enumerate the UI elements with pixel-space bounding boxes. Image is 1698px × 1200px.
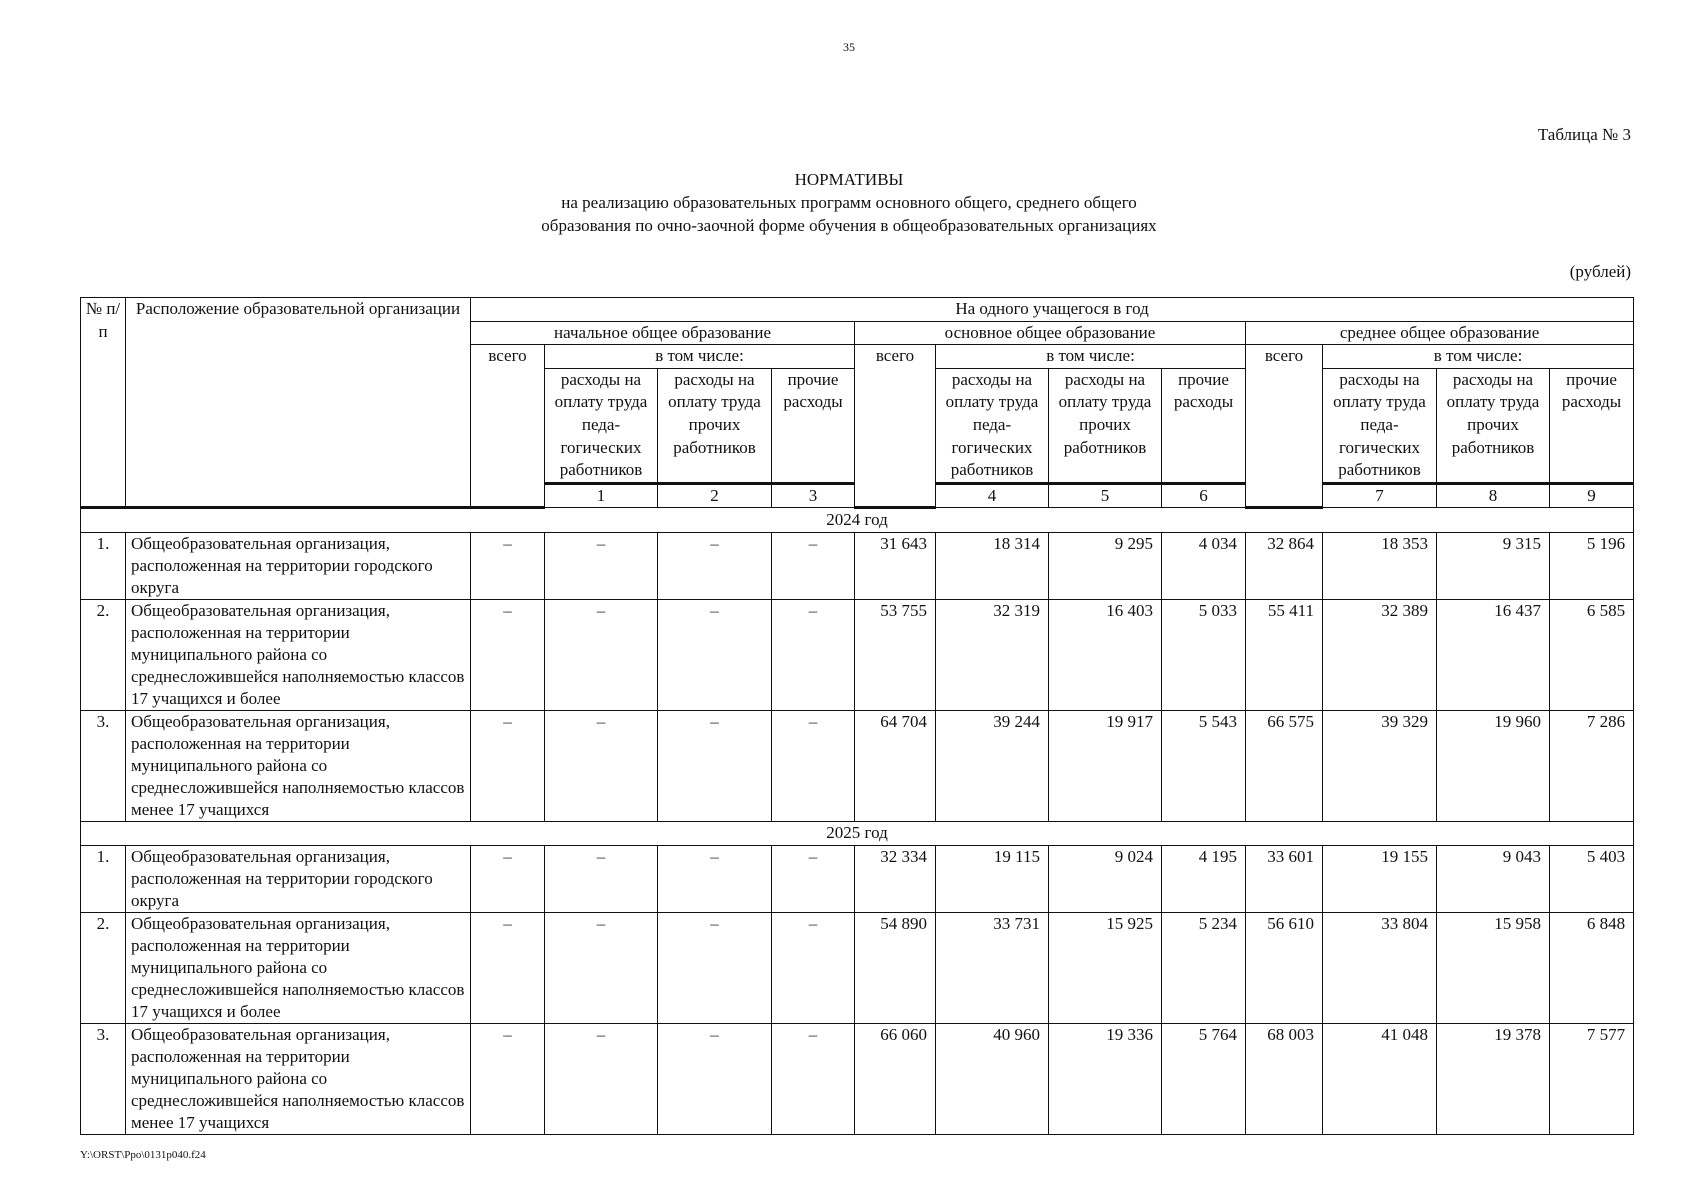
row-number: 2.	[81, 599, 126, 710]
value-cell: 33 601	[1246, 845, 1323, 912]
value-cell: 5 196	[1550, 532, 1634, 599]
row-number: 2.	[81, 912, 126, 1023]
header-row-1	[81, 298, 1634, 322]
organization-location: Общеобразовательная организация, расположенная на территории городского округа	[126, 532, 471, 599]
value-cell: 7 286	[1550, 710, 1634, 821]
norms-table	[80, 297, 1634, 1135]
document-title	[0, 168, 1698, 237]
title-subtitle-line1: на реализацию образовательных программ основного общего, среднего общего	[561, 193, 1137, 212]
empty-value-cell: –	[658, 845, 772, 912]
value-cell: 54 890	[855, 912, 936, 1023]
value-cell: 18 314	[936, 532, 1049, 599]
header-including: в том числе:	[545, 345, 855, 369]
value-cell: 5 033	[1162, 599, 1246, 710]
value-cell: 9 315	[1437, 532, 1550, 599]
row-number: 1.	[81, 845, 126, 912]
organization-location: Общеобразовательная организация, расположенная на территории муниципального района со среднесложившейся наполняемостью классов менее 17 учащихся	[126, 710, 471, 821]
value-cell: 19 960	[1437, 710, 1550, 821]
row-number: 1.	[81, 532, 126, 599]
value-cell: 40 960	[936, 1023, 1049, 1134]
header-other-staff-salary: расходы на оплату труда прочих работников	[1049, 368, 1162, 483]
value-cell: 7 577	[1550, 1023, 1634, 1134]
value-cell: 55 411	[1246, 599, 1323, 710]
empty-value-cell: –	[471, 912, 545, 1023]
empty-value-cell: –	[772, 912, 855, 1023]
table-label: Таблица № 3	[1537, 125, 1631, 144]
header-including: в том числе:	[1323, 345, 1634, 369]
empty-value-cell: –	[545, 710, 658, 821]
value-cell: 16 403	[1049, 599, 1162, 710]
header-including: в том числе:	[936, 345, 1246, 369]
empty-value-cell: –	[471, 710, 545, 821]
header-other-expenses: прочие расходы	[1162, 368, 1246, 483]
column-number: 3	[772, 483, 855, 508]
header-total: всего	[1246, 345, 1323, 508]
value-cell: 15 925	[1049, 912, 1162, 1023]
column-number: 9	[1550, 483, 1634, 508]
value-cell: 39 329	[1323, 710, 1437, 821]
empty-value-cell: –	[471, 532, 545, 599]
value-cell: 6 848	[1550, 912, 1634, 1023]
empty-value-cell: –	[545, 599, 658, 710]
value-cell: 9 024	[1049, 845, 1162, 912]
empty-value-cell: –	[772, 845, 855, 912]
value-cell: 32 319	[936, 599, 1049, 710]
organization-location: Общеобразовательная организация, расположенная на территории городского округа	[126, 845, 471, 912]
column-number: 4	[936, 483, 1049, 508]
table-row	[81, 845, 1634, 912]
header-other-expenses: прочие расходы	[1550, 368, 1634, 483]
empty-value-cell: –	[772, 710, 855, 821]
table-row	[81, 599, 1634, 710]
column-number: 1	[545, 483, 658, 508]
year-label: 2025 год	[81, 821, 1634, 845]
value-cell: 5 403	[1550, 845, 1634, 912]
row-number: 3.	[81, 710, 126, 821]
header-basic-education: основное общее образование	[855, 321, 1246, 345]
year-row	[81, 821, 1634, 845]
header-ped-salary: расходы на оплату труда педа-гогических работников	[545, 368, 658, 483]
value-cell: 31 643	[855, 532, 936, 599]
value-cell: 68 003	[1246, 1023, 1323, 1134]
value-cell: 19 336	[1049, 1023, 1162, 1134]
table-row	[81, 1023, 1634, 1134]
value-cell: 5 234	[1162, 912, 1246, 1023]
organization-location: Общеобразовательная организация, расположенная на территории муниципального района со среднесложившейся наполняемостью классов 17 учащихся и более	[126, 912, 471, 1023]
header-other-expenses: прочие расходы	[772, 368, 855, 483]
row-number: 3.	[81, 1023, 126, 1134]
value-cell: 6 585	[1550, 599, 1634, 710]
header-secondary-education: среднее общее образование	[1246, 321, 1634, 345]
header-total: всего	[471, 345, 545, 508]
table-row	[81, 912, 1634, 1023]
column-number: 2	[658, 483, 772, 508]
empty-value-cell: –	[658, 1023, 772, 1134]
value-cell: 4 195	[1162, 845, 1246, 912]
title-subtitle-line2: образования по очно-заочной форме обучения в общеобразовательных организациях	[541, 216, 1157, 235]
value-cell: 5 764	[1162, 1023, 1246, 1134]
empty-value-cell: –	[471, 845, 545, 912]
value-cell: 33 731	[936, 912, 1049, 1023]
value-cell: 15 958	[1437, 912, 1550, 1023]
header-ped-salary: расходы на оплату труда педа-гогических работников	[1323, 368, 1437, 483]
header-other-staff-salary: расходы на оплату труда прочих работников	[1437, 368, 1550, 483]
column-number: 7	[1323, 483, 1437, 508]
value-cell: 33 804	[1323, 912, 1437, 1023]
empty-value-cell: –	[471, 599, 545, 710]
column-number: 6	[1162, 483, 1246, 508]
value-cell: 9 043	[1437, 845, 1550, 912]
header-per-student: На одного учащегося в год	[471, 298, 1634, 322]
organization-location: Общеобразовательная организация, расположенная на территории муниципального района со среднесложившейся наполняемостью классов менее 17 учащихся	[126, 1023, 471, 1134]
empty-value-cell: –	[658, 532, 772, 599]
empty-value-cell: –	[772, 1023, 855, 1134]
empty-value-cell: –	[658, 912, 772, 1023]
empty-value-cell: –	[545, 912, 658, 1023]
value-cell: 66 060	[855, 1023, 936, 1134]
value-cell: 64 704	[855, 710, 936, 821]
empty-value-cell: –	[471, 1023, 545, 1134]
value-cell: 53 755	[855, 599, 936, 710]
footer-file-path: Y:\ORST\Ppo\0131p040.f24	[80, 1149, 206, 1161]
column-number: 5	[1049, 483, 1162, 508]
title-heading: НОРМАТИВЫ	[794, 170, 904, 189]
value-cell: 5 543	[1162, 710, 1246, 821]
empty-value-cell: –	[772, 599, 855, 710]
value-cell: 18 353	[1323, 532, 1437, 599]
value-cell: 4 034	[1162, 532, 1246, 599]
organization-location: Общеобразовательная организация, расположенная на территории муниципального района со среднесложившейся наполняемостью классов 17 учащихся и более	[126, 599, 471, 710]
column-number: 8	[1437, 483, 1550, 508]
empty-value-cell: –	[658, 710, 772, 821]
value-cell: 19 155	[1323, 845, 1437, 912]
value-cell: 39 244	[936, 710, 1049, 821]
value-cell: 32 864	[1246, 532, 1323, 599]
value-cell: 56 610	[1246, 912, 1323, 1023]
header-num: № п/п	[81, 298, 126, 508]
empty-value-cell: –	[545, 1023, 658, 1134]
value-cell: 32 389	[1323, 599, 1437, 710]
value-cell: 19 378	[1437, 1023, 1550, 1134]
value-cell: 19 917	[1049, 710, 1162, 821]
units-label: (рублей)	[1569, 262, 1631, 281]
table-row	[81, 710, 1634, 821]
value-cell: 16 437	[1437, 599, 1550, 710]
value-cell: 41 048	[1323, 1023, 1437, 1134]
value-cell: 19 115	[936, 845, 1049, 912]
header-total: всего	[855, 345, 936, 508]
page-number: 35	[843, 40, 855, 54]
table-row	[81, 532, 1634, 599]
empty-value-cell: –	[772, 532, 855, 599]
year-row	[81, 508, 1634, 533]
empty-value-cell: –	[658, 599, 772, 710]
header-location: Расположение образовательной организации	[126, 298, 471, 508]
year-label: 2024 год	[81, 508, 1634, 533]
empty-value-cell: –	[545, 845, 658, 912]
value-cell: 9 295	[1049, 532, 1162, 599]
header-primary-education: начальное общее образование	[471, 321, 855, 345]
empty-value-cell: –	[545, 532, 658, 599]
header-ped-salary: расходы на оплату труда педа-гогических работников	[936, 368, 1049, 483]
header-other-staff-salary: расходы на оплату труда прочих работников	[658, 368, 772, 483]
value-cell: 66 575	[1246, 710, 1323, 821]
value-cell: 32 334	[855, 845, 936, 912]
